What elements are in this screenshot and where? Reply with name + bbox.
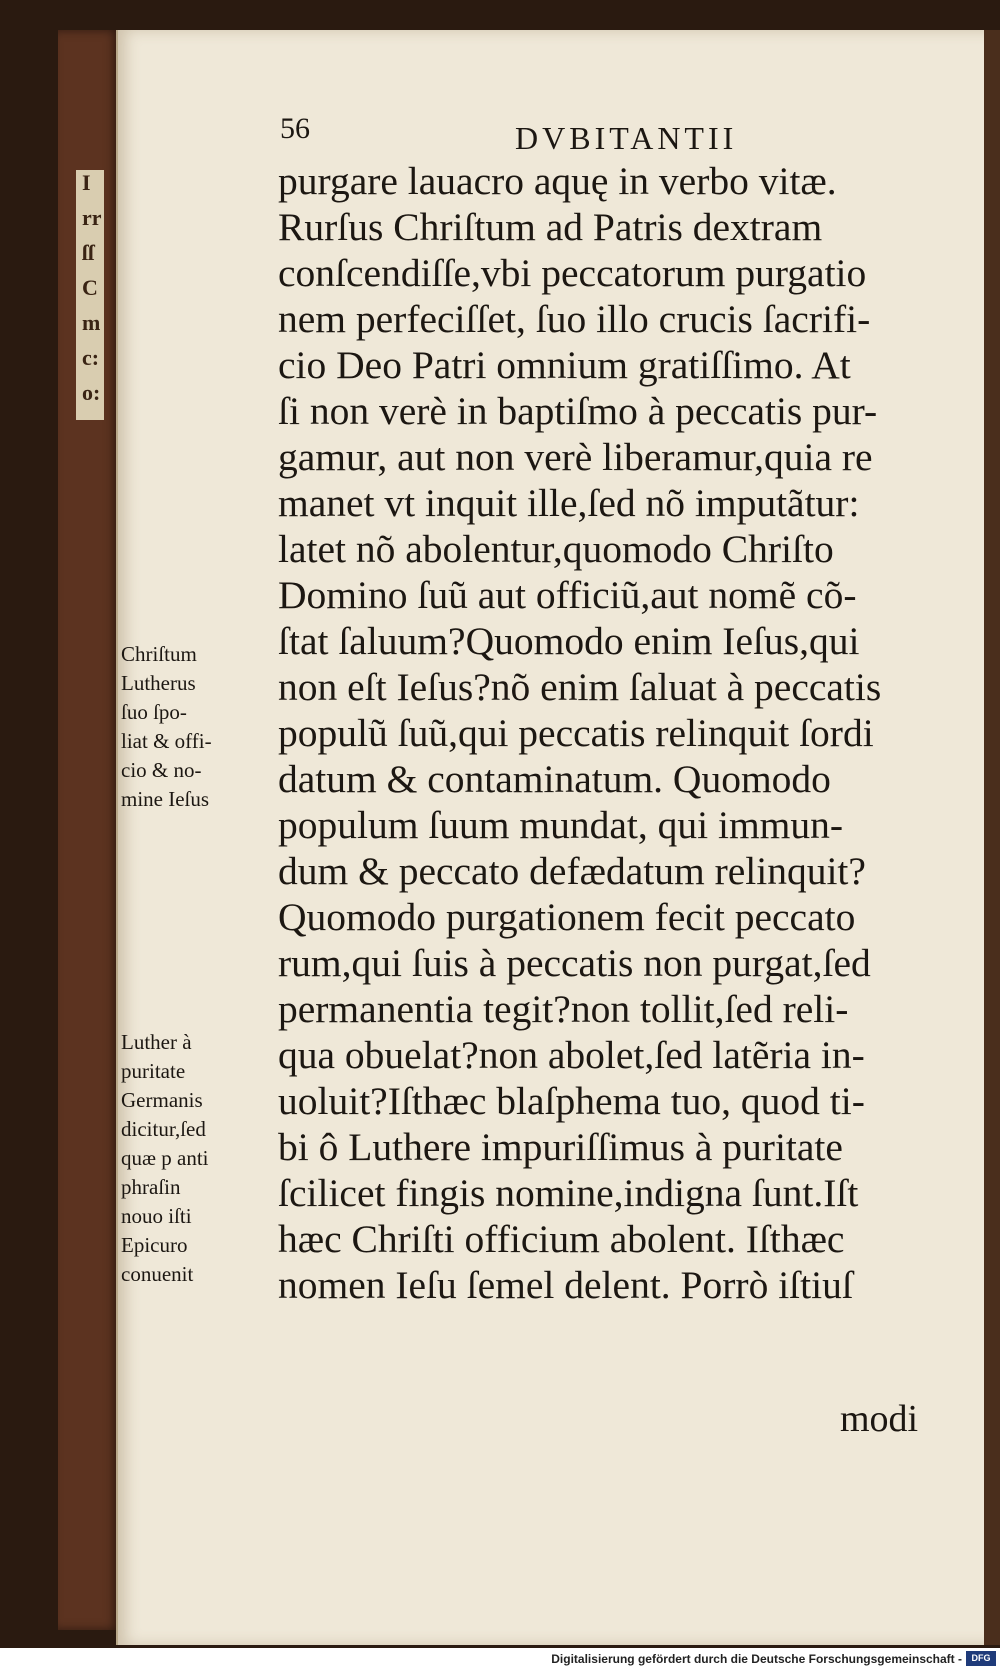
margin-note-line: Epicuro [121, 1233, 188, 1257]
spine-glyph: ſſ [82, 240, 95, 265]
margin-note-line: Germanis [121, 1088, 203, 1112]
text-line: purgare lauacro aquę in verbo vitæ. [278, 159, 837, 203]
text-line: qua obuelat?non abolet,ſed latẽria in- [278, 1033, 865, 1077]
margin-note-line: nouo iſti [121, 1204, 192, 1228]
page-edge [984, 30, 1000, 1645]
text-line: dum & peccato defædatum relinquit? [278, 849, 866, 893]
text-line: Rurſus Chriſtum ad Patris dextram [278, 205, 823, 249]
text-line: ſcilicet fingis nomine,indigna ſunt.Iſt [278, 1171, 859, 1215]
spine-glyph: c: [82, 345, 100, 370]
text-line: cio Deo Patri omnium gratiſſimo. At [278, 343, 851, 387]
digitization-footer [0, 1648, 1000, 1670]
margin-note-line: Luther à [121, 1030, 192, 1054]
text-line: Domino ſuũ aut officiũ,aut nomẽ cõ- [278, 573, 857, 617]
margin-note-line: liat & offi- [121, 729, 212, 753]
margin-note-line: mine Ieſus [121, 787, 210, 811]
margin-note-line: phraſin [121, 1175, 181, 1199]
spine-glyph: C [82, 275, 98, 300]
text-line: uoluit?Iſthæc blaſphema tuo, quod ti- [278, 1079, 865, 1123]
text-line: datum & contaminatum. Quomodo [278, 757, 831, 801]
catchword: modi [840, 1398, 919, 1440]
spine-glyph: m [82, 310, 101, 335]
text-line: bi ô Luthere impuriſſimus à puritate [278, 1125, 843, 1169]
text-line: latet nõ abolentur,quomodo Chriſto [278, 527, 834, 571]
page-number: 56 [280, 112, 310, 145]
spine-glyph: o: [82, 380, 101, 405]
text-line: permanentia tegit?non tollit,ſed reli- [278, 987, 849, 1031]
margin-note-line: Lutherus [121, 671, 196, 695]
footer-credit: Digitalisierung gefördert durch die Deutsche Forschungsgemeinschaft - [551, 1652, 962, 1666]
text-line: gamur, aut non verè liberamur,quia re [278, 435, 873, 479]
margin-note-line: puritate [121, 1059, 186, 1083]
spine-glyph: I [82, 170, 91, 195]
text-line: nem perfeciſſet, ſuo illo crucis ſacrifi- [278, 297, 871, 341]
running-head: DVBITANTII [515, 120, 738, 156]
text-line: hæc Chriſti officium abolent. Iſthæc [278, 1217, 845, 1261]
margin-note-line: Chriſtum [121, 642, 197, 666]
margin-note-line: conuenit [121, 1262, 194, 1286]
margin-note-line: cio & no- [121, 758, 202, 782]
text-line: conſcendiſſe,vbi peccatorum purgatio [278, 251, 867, 295]
text-line: ſtat ſaluum?Quomodo enim Ieſus,qui [278, 619, 860, 663]
dfg-logo: DFG [966, 1651, 996, 1666]
text-line: rum,qui ſuis à peccatis non purgat,ſed [278, 941, 871, 985]
text-line: ſi non verè in baptiſmo à peccatis pur- [278, 389, 878, 433]
spine-glyph: rr [82, 205, 102, 230]
text-line: populũ ſuũ,qui peccatis relinquit ſordi [278, 711, 874, 755]
margin-note-line: dicitur,ſed [121, 1117, 206, 1141]
text-line: non eſt Ieſus?nõ enim ſaluat à peccatis [278, 665, 882, 709]
margin-note-line: quæ p anti [121, 1146, 209, 1170]
text-line: nomen Ieſu ſemel delent. Porrò iſtiuſ [278, 1263, 853, 1307]
text-line: Quomodo purgationem fecit peccato [278, 895, 856, 939]
text-line: populum ſuum mundat, qui immun- [278, 803, 844, 847]
margin-note-line: ſuo ſpo- [121, 700, 187, 724]
text-line: manet vt inquit ille,ſed nõ imputãtur: [278, 481, 860, 525]
